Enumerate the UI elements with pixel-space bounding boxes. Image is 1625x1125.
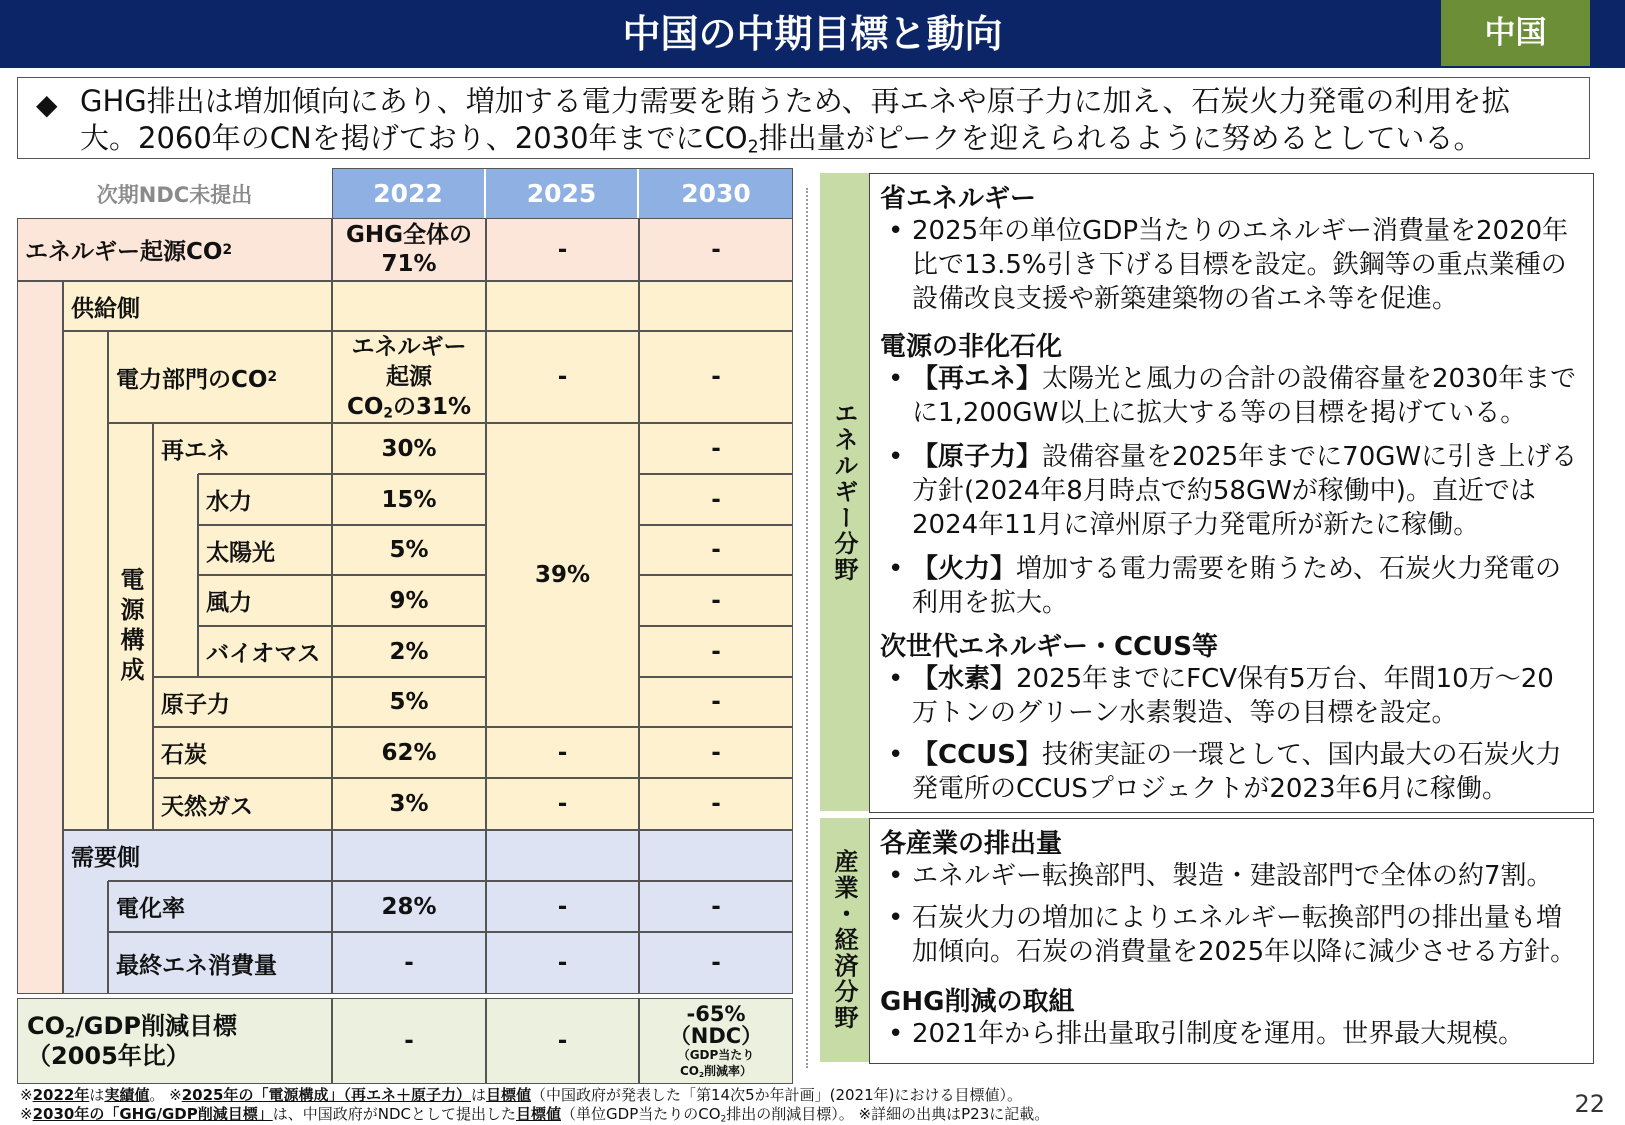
grid-line	[639, 625, 793, 627]
hydro-2022: 15%	[381, 486, 437, 513]
energy-sidebar: エネルギー分野	[820, 173, 869, 811]
year-header-2030: 2030	[639, 168, 793, 218]
row-label-gas: 天然ガス	[161, 793, 253, 820]
year-header-2022: 2022	[332, 168, 486, 218]
solar-2022: 5%	[389, 537, 429, 563]
row-label-electrification: 電化率	[116, 896, 185, 922]
grid-line	[331, 218, 333, 994]
energy-co2-2030: -	[711, 236, 721, 263]
grid-line	[198, 473, 486, 475]
energy-co2-2025: -	[557, 236, 568, 263]
grid-line	[485, 998, 487, 1084]
bullet-nuclear: • 【原子力】設備容量を2025年までに70GWに引き上げる方針(2024年8月時点で約58GWが稼働中)。直近では2024年11月に漳州原子力発電所が新たに稼働。	[888, 442, 1578, 540]
row-label-biomass: バイオマス	[206, 641, 321, 667]
row-label-wind: 風力	[206, 590, 252, 616]
row-label-demand: 需要側	[71, 845, 140, 871]
final-energy-2030: -	[711, 950, 721, 976]
grid-line	[331, 998, 333, 1084]
grid-line	[62, 281, 64, 994]
grid-line	[153, 676, 486, 678]
coal-2030: -	[711, 739, 721, 766]
coal-2022: 62%	[381, 739, 437, 766]
electrification-2022: 28%	[381, 893, 437, 920]
separator-line	[806, 188, 808, 1068]
grid-line	[17, 280, 793, 282]
heading-decarbonization: 電源の非化石化	[880, 332, 1063, 362]
wind-2030: -	[711, 587, 721, 614]
co2-gdp-2022: -	[404, 1028, 414, 1054]
bullet-industry-share: • エネルギー転換部門、製造・建設部門で全体の約7割。	[888, 861, 1553, 891]
footnote-1: ※2022年は実績値。 ※2025年の「電源構成」（再エネ＋原子力）は目標値（中国政府が発表した「第14次5か年計画」(2021年)における目標値）。	[20, 1086, 1022, 1104]
grid-line	[108, 880, 793, 882]
country-badge: 中国	[1441, 0, 1590, 66]
grid-line	[639, 524, 793, 526]
renewables-2030: -	[711, 435, 721, 462]
nuclear-2022: 5%	[389, 689, 429, 715]
summary-box	[17, 77, 1590, 159]
row-label-coal: 石炭	[161, 742, 207, 768]
renewables-2022: 30%	[381, 435, 437, 462]
page-title: 中国の中期目標と動向	[622, 12, 1003, 56]
grid-line	[639, 473, 793, 475]
grid-line	[639, 574, 793, 576]
bullet-thermal: • 【火力】増加する電力需要を賄うため、石炭火力発電の利用を拡大。	[888, 554, 1561, 618]
grid-line	[197, 474, 199, 677]
grid-line	[153, 777, 793, 779]
heading-ghg-efforts: GHG削減の取組	[880, 987, 1075, 1017]
page-number: 22	[1574, 1090, 1605, 1118]
grid-line	[638, 218, 640, 994]
co2-gdp-2030: -65% （NDC） （GDP当たり $CO_2$削減率）	[669, 1002, 763, 1079]
grid-line	[198, 524, 486, 526]
energy-co2-2022: GHG全体の 71%	[345, 221, 472, 277]
final-energy-2025: -	[557, 950, 568, 976]
industry-panel	[869, 818, 1594, 1064]
coal-2025: -	[557, 739, 568, 766]
grid-line	[198, 625, 486, 627]
grid-line	[152, 423, 154, 830]
power-co2-2025: -	[557, 364, 568, 390]
row-label-renewables: 再エネ	[161, 438, 230, 464]
biomass-2030: -	[711, 638, 721, 665]
grid-line	[108, 422, 793, 424]
grid-line	[63, 330, 793, 332]
footnote-2: ※2030年の「GHG/GDP削減目標」は、中国政府がNDCとして提出した目標値（単位GDP当たりの$CO_2$排出の削減目標）。 ※詳細の出典はP23に記載。	[20, 1105, 1050, 1125]
bullet-renewables: • 【再エネ】太陽光と風力の合計の設備容量を2030年までに1,200GW以上に拡大する等の目標を掲げている。	[888, 364, 1577, 428]
grid-line	[107, 331, 109, 830]
row-label-nuclear: 原子力	[161, 691, 230, 718]
diamond-bullet-icon: ◆	[36, 88, 58, 121]
row-label-co2-gdp: $CO_2$/GDP削減目標 （2005年比）	[27, 1012, 238, 1070]
energy-panel	[869, 173, 1594, 813]
solar-2030: -	[711, 537, 721, 563]
gas-2025: -	[557, 791, 568, 817]
bullet-ccus: • 【CCUS】技術実証の一環として、国内最大の石炭火力発電所のCCUSプロジェクトが2023年6月に稼働。	[888, 740, 1562, 804]
biomass-2022: 2%	[389, 638, 429, 665]
industry-sidebar: 産業・経済分野	[820, 818, 869, 1062]
heading-industry-emissions: 各産業の排出量	[880, 829, 1063, 859]
hydro-2030: -	[711, 486, 721, 513]
row-label-hydro: 水力	[206, 489, 252, 515]
bullet-coal-trend: • 石炭火力の増加によりエネルギー転換部門の排出量も増加傾向。石炭の消費量を2025年以降に減少させる方針。	[888, 903, 1577, 967]
grid-line	[63, 829, 793, 831]
row-label-solar: 太陽光	[206, 539, 275, 566]
grid-line	[107, 881, 109, 994]
grid-line	[198, 574, 486, 576]
power-co2-2022: エネルギー 起源 $CO_2$の31%	[346, 334, 472, 422]
renew-nuclear-2025: 39%	[534, 562, 591, 588]
bullet-hydrogen: • 【水素】2025年までにFCV保有5万台、年間10万～20万トンのグリーン水素製造、等の目標を設定。	[888, 664, 1554, 728]
table-border	[17, 218, 793, 994]
heading-next-gen: 次世代エネルギー・CCUS等	[880, 632, 1219, 662]
row-label-energy-co2: エネルギー起源CO 2	[25, 239, 233, 265]
ndc-status-label: 次期NDC未提出	[96, 183, 253, 207]
grid-line	[108, 931, 793, 933]
final-energy-2022: -	[404, 950, 414, 976]
nuclear-2030: -	[711, 689, 721, 715]
power-mix-label: 電源構成	[116, 566, 144, 687]
gas-2030: -	[711, 791, 721, 817]
row-label-power-co2: 電力部門のCO 2	[116, 366, 278, 393]
grid-line	[638, 998, 640, 1084]
bullet-ets: • 2021年から排出量取引制度を運用。世界最大規模。	[888, 1019, 1525, 1049]
power-co2-2030: -	[711, 364, 721, 390]
grid-line	[485, 218, 487, 994]
gas-2022: 3%	[389, 791, 429, 817]
grid-line	[153, 726, 793, 728]
row-label-final-energy: 最終エネ消費量	[116, 952, 277, 979]
electrification-2030: -	[711, 893, 721, 920]
grid-line	[639, 676, 793, 678]
co2-gdp-2025: -	[557, 1028, 568, 1054]
co2gdp-border	[17, 998, 793, 1084]
summary-text: GHG排出は増加傾向にあり、増加する電力需要を賄うため、再エネや原子力に加え、石炭火力発電の利用を拡 大。2060年のCNを掲げており、2030年までに$CO_2$排出量がピークを迎えられるように努めるとしている。	[80, 84, 1511, 158]
year-header-border	[332, 168, 793, 218]
bullet-energy-saving: • 2025年の単位GDP当たりのエネルギー消費量を2020年比で13.5%引き下げる目標を設定。鉄鋼等の重点業種の設備改良支援や新築建築物の省エネ等を促進。	[888, 216, 1569, 314]
heading-energy-saving: 省エネルギー	[880, 184, 1037, 214]
wind-2022: 9%	[389, 587, 429, 614]
year-header-2025: 2025	[486, 168, 639, 218]
electrification-2025: -	[557, 893, 568, 920]
row-label-supply: 供給側	[71, 295, 140, 322]
